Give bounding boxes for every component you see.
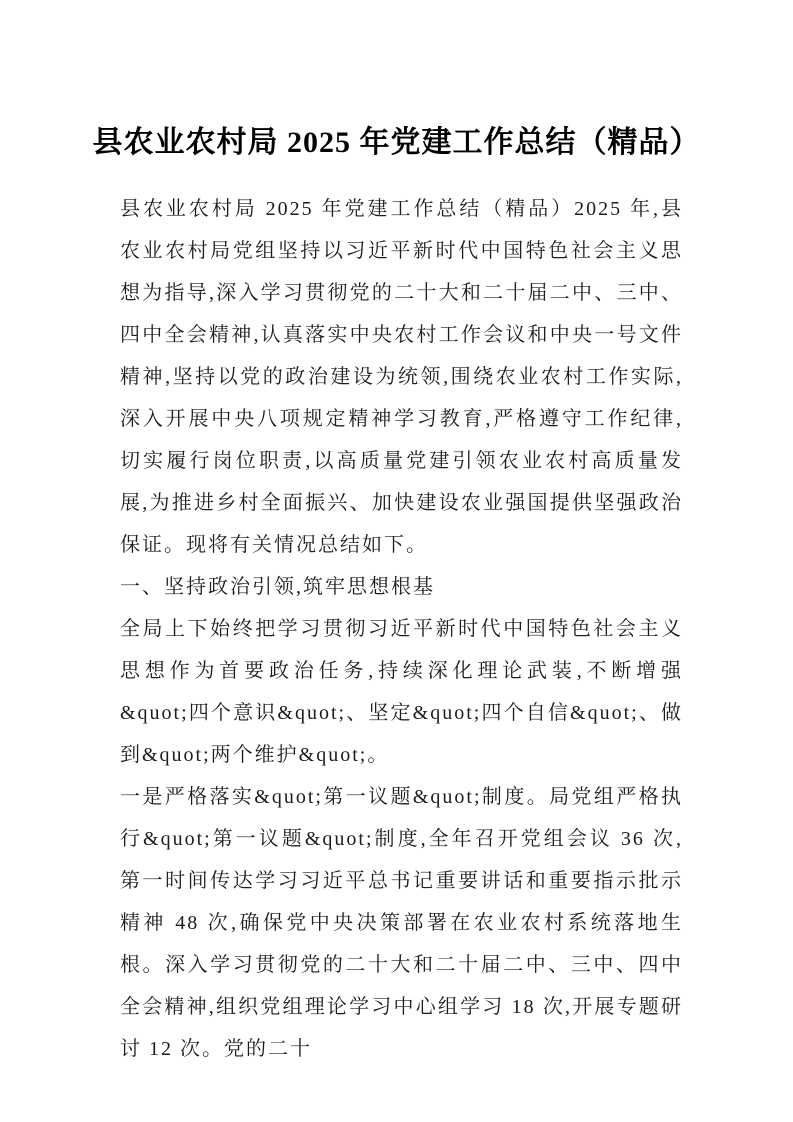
paragraph-intro: 县农业农村局 2025 年党建工作总结（精品）2025 年,县农业农村局党组坚持以习近平新时代中国特色社会主义思想为指导,深入学习贯彻党的二十大和二十届二中、三中、四中全会精神,认真落实中央农村工作会议和中央一号文件精神,坚持以党的政治建设为统领,围绕农业农村工作实际,深入开展中央八项规定精神学习教育,严格遵守工作纪律,切实履行岗位职责,以高质量党建引领农业农村高质量发展,为推进乡村全面振兴、加快建设农业强国提供坚强政治保证。现将有关情况总结如下。: [120, 198, 683, 556]
paragraph-first-topic: 一是严格落实&quot;第一议题&quot;制度。局党组严格执行&quot;第一议题&quot;制度,全年召开党组会议 36 次,第一时间传达学习习近平总书记重要讲话和重要指示批示精神 48 次,确保党中央决策部署在农业农村系统落地生根。深入学习贯彻党的二十大和二十届二中、三中、四中全会精神,组织党组理论学习中心组学习 18 次,开展专题研讨 12 次。党的二十: [120, 786, 683, 1060]
document-title: 县农业农村局 2025 年党建工作总结（精品）: [92, 126, 701, 159]
document-body: [120, 188, 683, 1070]
paragraph-theory: 全局上下始终把学习贯彻习近平新时代中国特色社会主义思想作为首要政治任务,持续深化理论武装,不断增强&quot;四个意识&quot;、坚定&quot;四个自信&quot;、做到&quot;两个维护&quot;。: [120, 618, 683, 766]
paragraph-section-heading: 一、坚持政治引领,筑牢思想根基: [120, 576, 435, 598]
